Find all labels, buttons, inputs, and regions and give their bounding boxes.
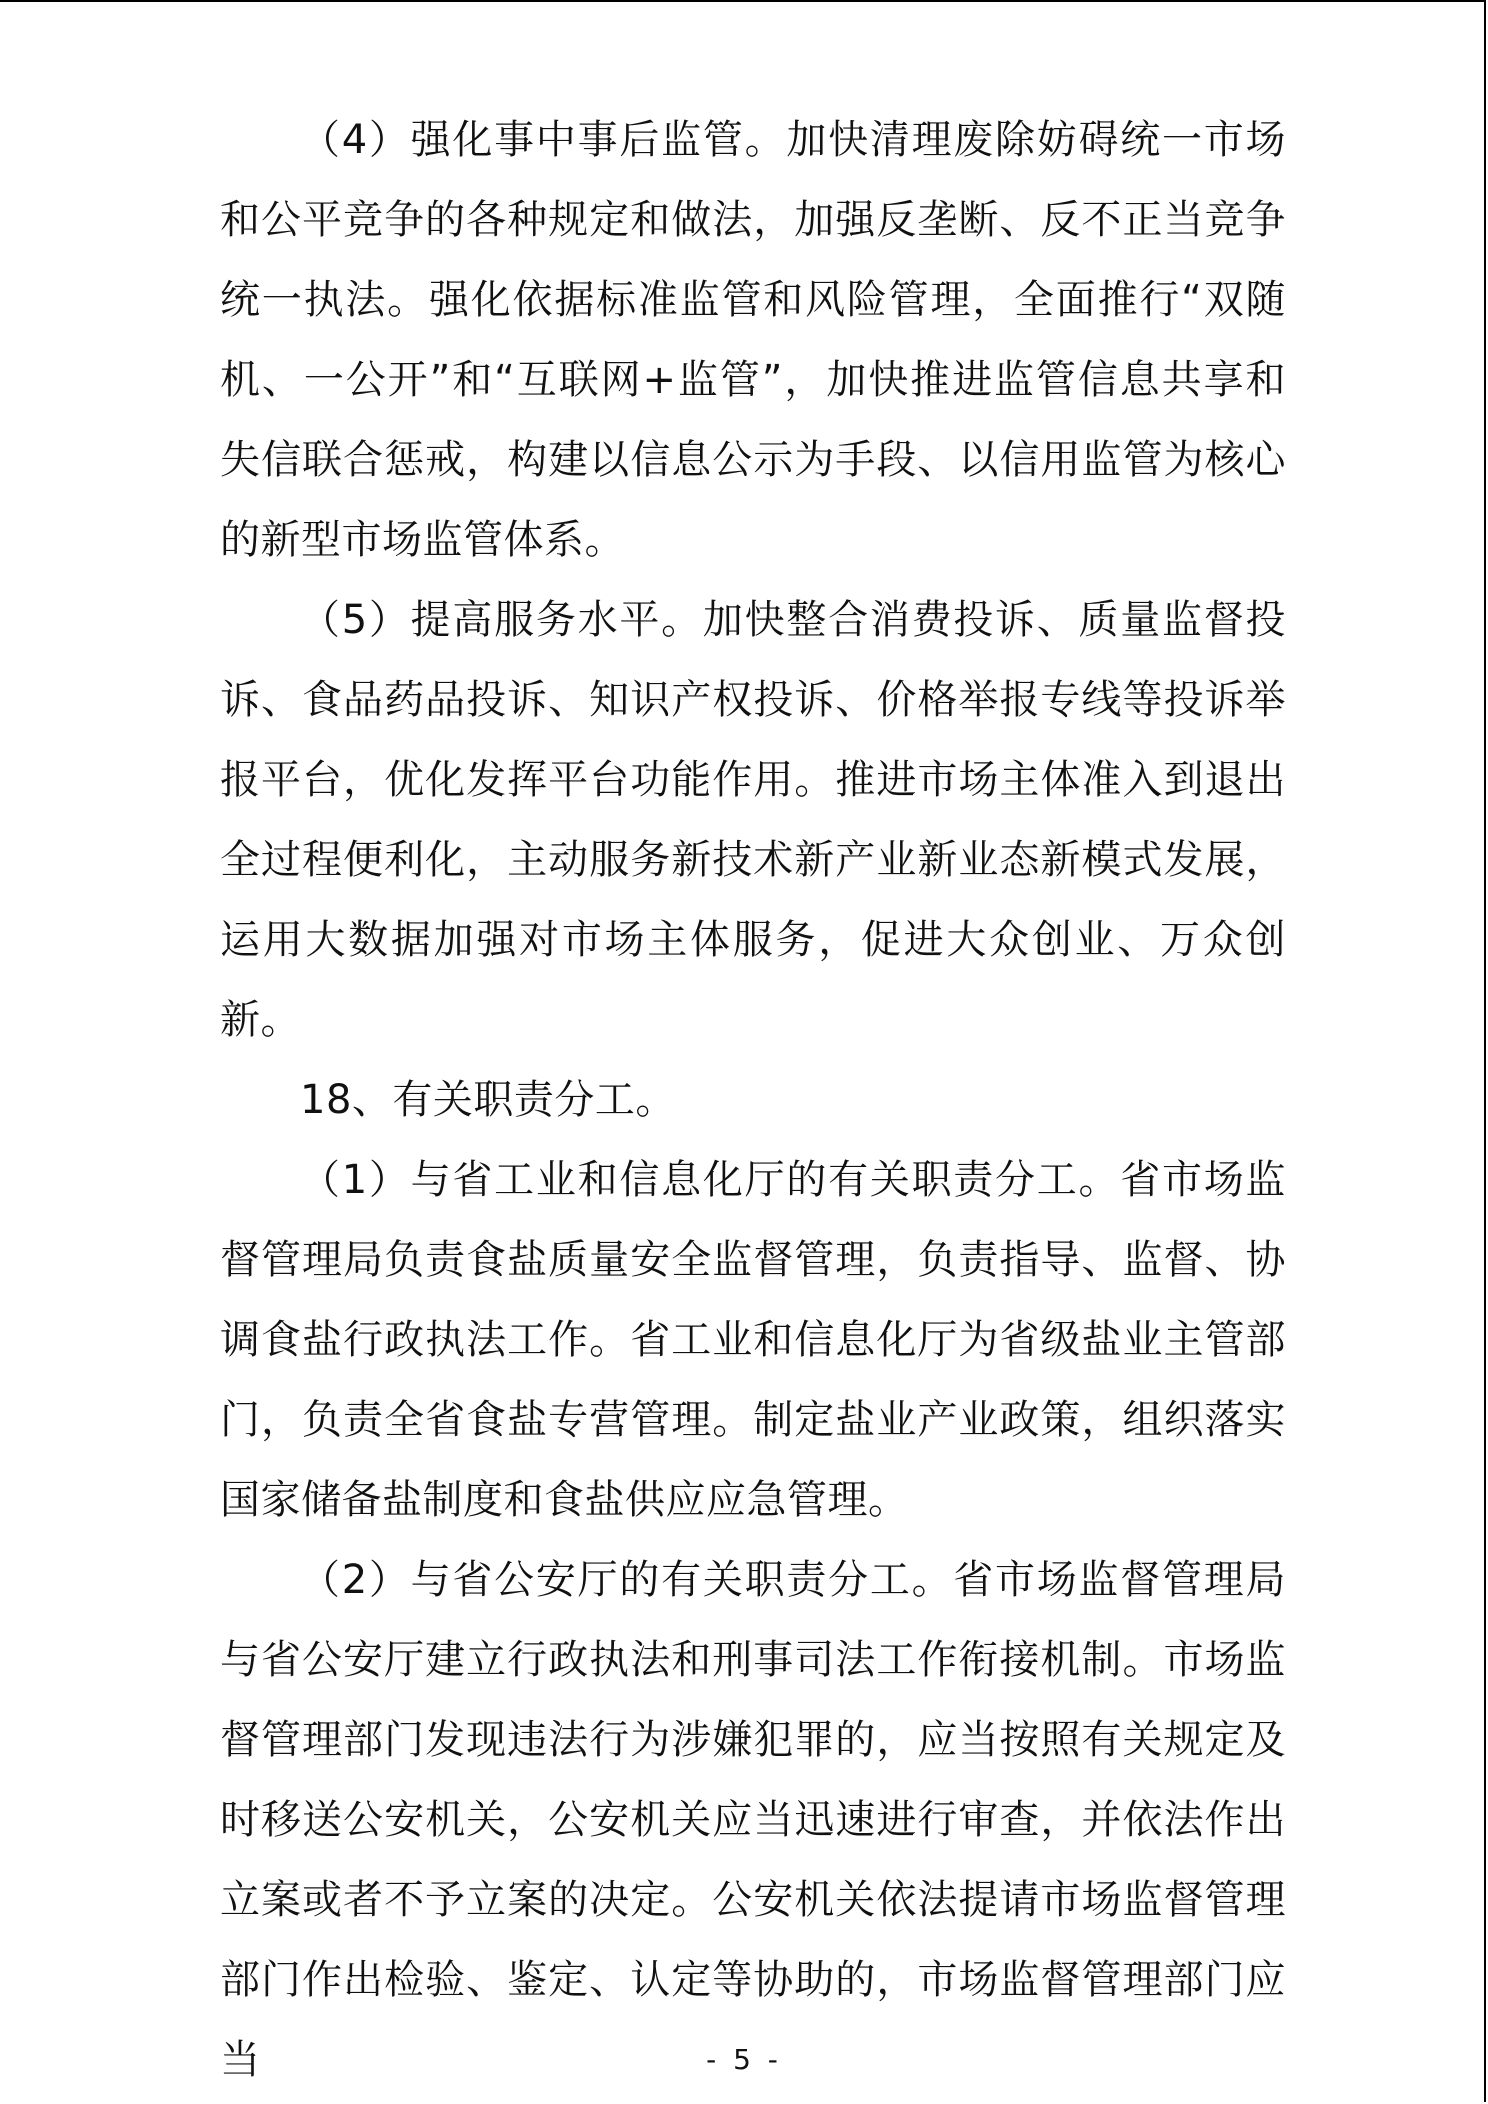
document-body	[220, 100, 1286, 2100]
page-number: - 5 -	[706, 2043, 782, 2076]
paragraph-public-security-division: （2）与省公安厅的有关职责分工。省市场监督管理局与省公安厅建立行政执法和刑事司法工作衔接机制。市场监督管理部门发现违法行为涉嫌犯罪的，应当按照有关规定及时移送公安机关，公安机关应当迅速进行审查，并依法作出立案或者不予立案的决定。公安机关依法提请市场监督管理部门作出检验、鉴定、认定等协助的，市场监督管理部门应当	[220, 1557, 1286, 2083]
paragraph-supervision: （4）强化事中事后监管。加快清理废除妨碍统一市场和公平竞争的各种规定和做法，加强反垄断、反不正当竞争统一执法。强化依据标准监管和风险管理，全面推行“双随机、一公开”和“互联网+监管”，加快推进监管信息共享和失信联合惩戒，构建以信息公示为手段、以信用监管为核心的新型市场监管体系。	[220, 117, 1286, 563]
section-heading-responsibilities: 18、有关职责分工。	[300, 1077, 676, 1123]
paragraph-service: （5）提高服务水平。加快整合消费投诉、质量监督投诉、食品药品投诉、知识产权投诉、价格举报专线等投诉举报平台，优化发挥平台功能作用。推进市场主体准入到退出全过程便利化，主动服务新技术新产业新业态新模式发展，运用大数据加强对市场主体服务，促进大众创业、万众创新。	[220, 597, 1286, 1043]
paragraph-industry-division: （1）与省工业和信息化厅的有关职责分工。省市场监督管理局负责食盐质量安全监督管理，负责指导、监督、协调食盐行政执法工作。省工业和信息化厅为省级盐业主管部门，负责全省食盐专营管理。制定盐业产业政策，组织落实国家储备盐制度和食盐供应应急管理。	[220, 1157, 1286, 1523]
